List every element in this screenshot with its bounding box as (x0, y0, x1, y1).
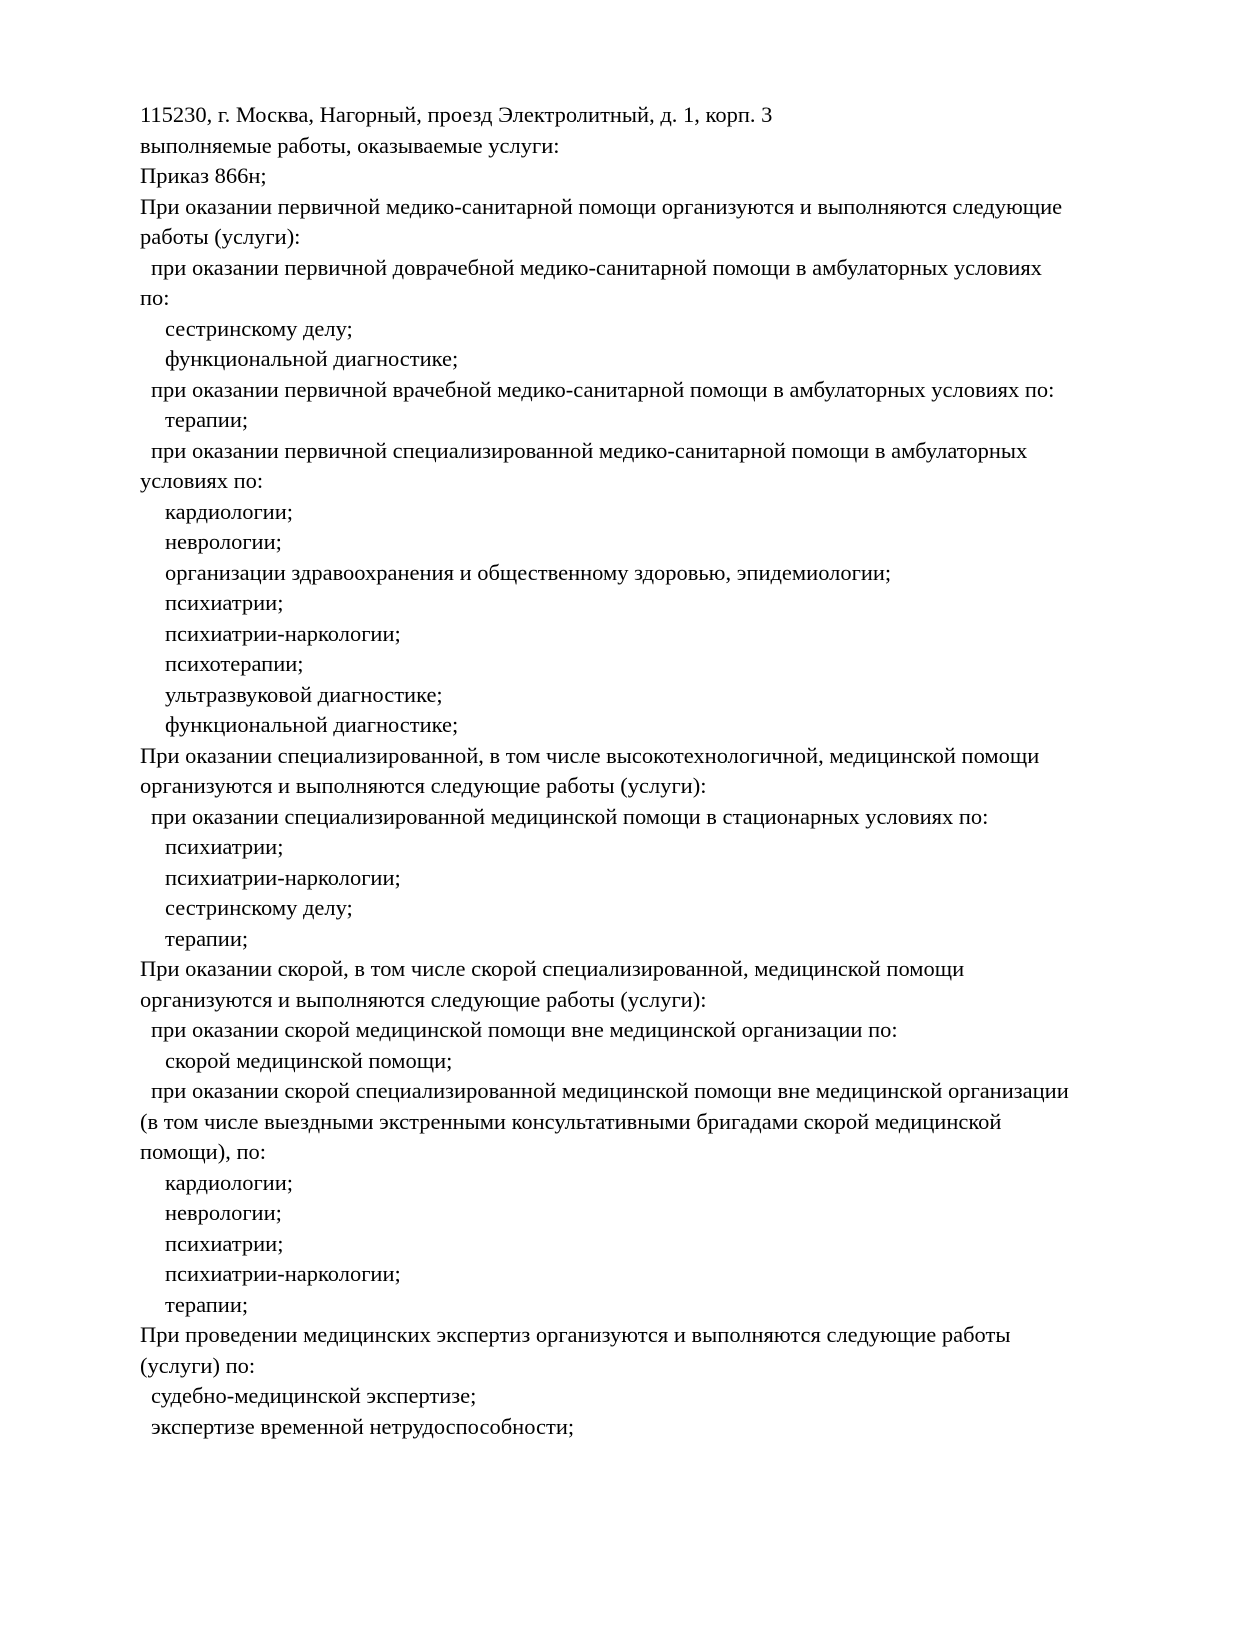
text-line: сестринскому делу; (165, 895, 353, 920)
text-line: работы (услуги): (140, 224, 301, 249)
text-line: при оказании скорой медицинской помощи вне медицинской организации по: (151, 1017, 898, 1042)
text-line: кардиологии; (165, 498, 294, 524)
text-line: сестринскому делу; (165, 315, 353, 341)
text-line: психиатрии; (165, 1230, 284, 1256)
text-line: ультразвуковой диагностике; (165, 681, 443, 707)
text-line: организации здравоохранения и общественному здоровью, эпидемиологии; (165, 559, 892, 585)
text-line: кардиологии; (165, 1169, 294, 1195)
text-line: терапии; (165, 925, 249, 951)
text-line: терапии; (165, 407, 249, 432)
text-line: психотерапии; (165, 651, 304, 676)
text-line: условиях по: (140, 468, 264, 493)
text-line: скорой медицинской помощи; (165, 1047, 453, 1073)
text-line: неврологии; (165, 1200, 282, 1225)
text-line: экспертизе временной нетрудоспособности; (151, 1413, 575, 1439)
text-line: при оказании первичной доврачебной медико-санитарной помощи в амбулаторных условиях (151, 254, 1042, 280)
text-line: (в том числе выездными экстренными консультативными бригадами скорой медицинской (140, 1108, 1002, 1134)
text-line: функциональной диагностике; (165, 346, 459, 371)
text-line: при оказании первичной врачебной медико-санитарной помощи в амбулаторных условиях по: (151, 376, 1055, 402)
text-line: Приказ 866н; (140, 163, 267, 188)
text-line: психиатрии-наркологии; (165, 1261, 401, 1286)
text-line: по: (140, 285, 170, 310)
text-line: неврологии; (165, 529, 282, 554)
text-line: психиатрии; (165, 834, 284, 859)
text-line: организуются и выполняются следующие работы (услуги): (140, 986, 707, 1012)
text-line: выполняемые работы, оказываемые услуги: (140, 132, 560, 158)
text-line: функциональной диагностике; (165, 712, 459, 737)
text-line: 115230, г. Москва, Нагорный, проезд Электролитный, д. 1, корп. 3 (140, 102, 773, 127)
text-line: психиатрии-наркологии; (165, 864, 401, 890)
text-line: при оказании первичной специализированной медико-санитарной помощи в амбулаторных (151, 437, 1028, 463)
text-line: При оказании специализированной, в том числе высокотехнологичной, медицинской помощи (140, 742, 1040, 768)
text-line: при оказании специализированной медицинской помощи в стационарных условиях по: (151, 803, 989, 829)
text-line: помощи), по: (140, 1139, 267, 1164)
text-line: психиатрии-наркологии; (165, 620, 401, 646)
text-line: При проведении медицинских экспертиз организуются и выполняются следующие работы (140, 1322, 1011, 1347)
text-line: (услуги) по: (140, 1352, 256, 1378)
text-line: судебно-медицинской экспертизе; (151, 1383, 477, 1408)
document-text-block (140, 100, 1115, 1442)
text-line: терапии; (165, 1291, 249, 1317)
text-line: организуются и выполняются следующие работы (услуги): (140, 773, 707, 798)
text-line: психиатрии; (165, 590, 284, 615)
text-line: При оказании первичной медико-санитарной помощи организуются и выполняются следующие (140, 193, 1063, 219)
text-line: при оказании скорой специализированной медицинской помощи вне медицинской организации (151, 1078, 1069, 1103)
text-line: При оказании скорой, в том числе скорой специализированной, медицинской помощи (140, 956, 965, 981)
